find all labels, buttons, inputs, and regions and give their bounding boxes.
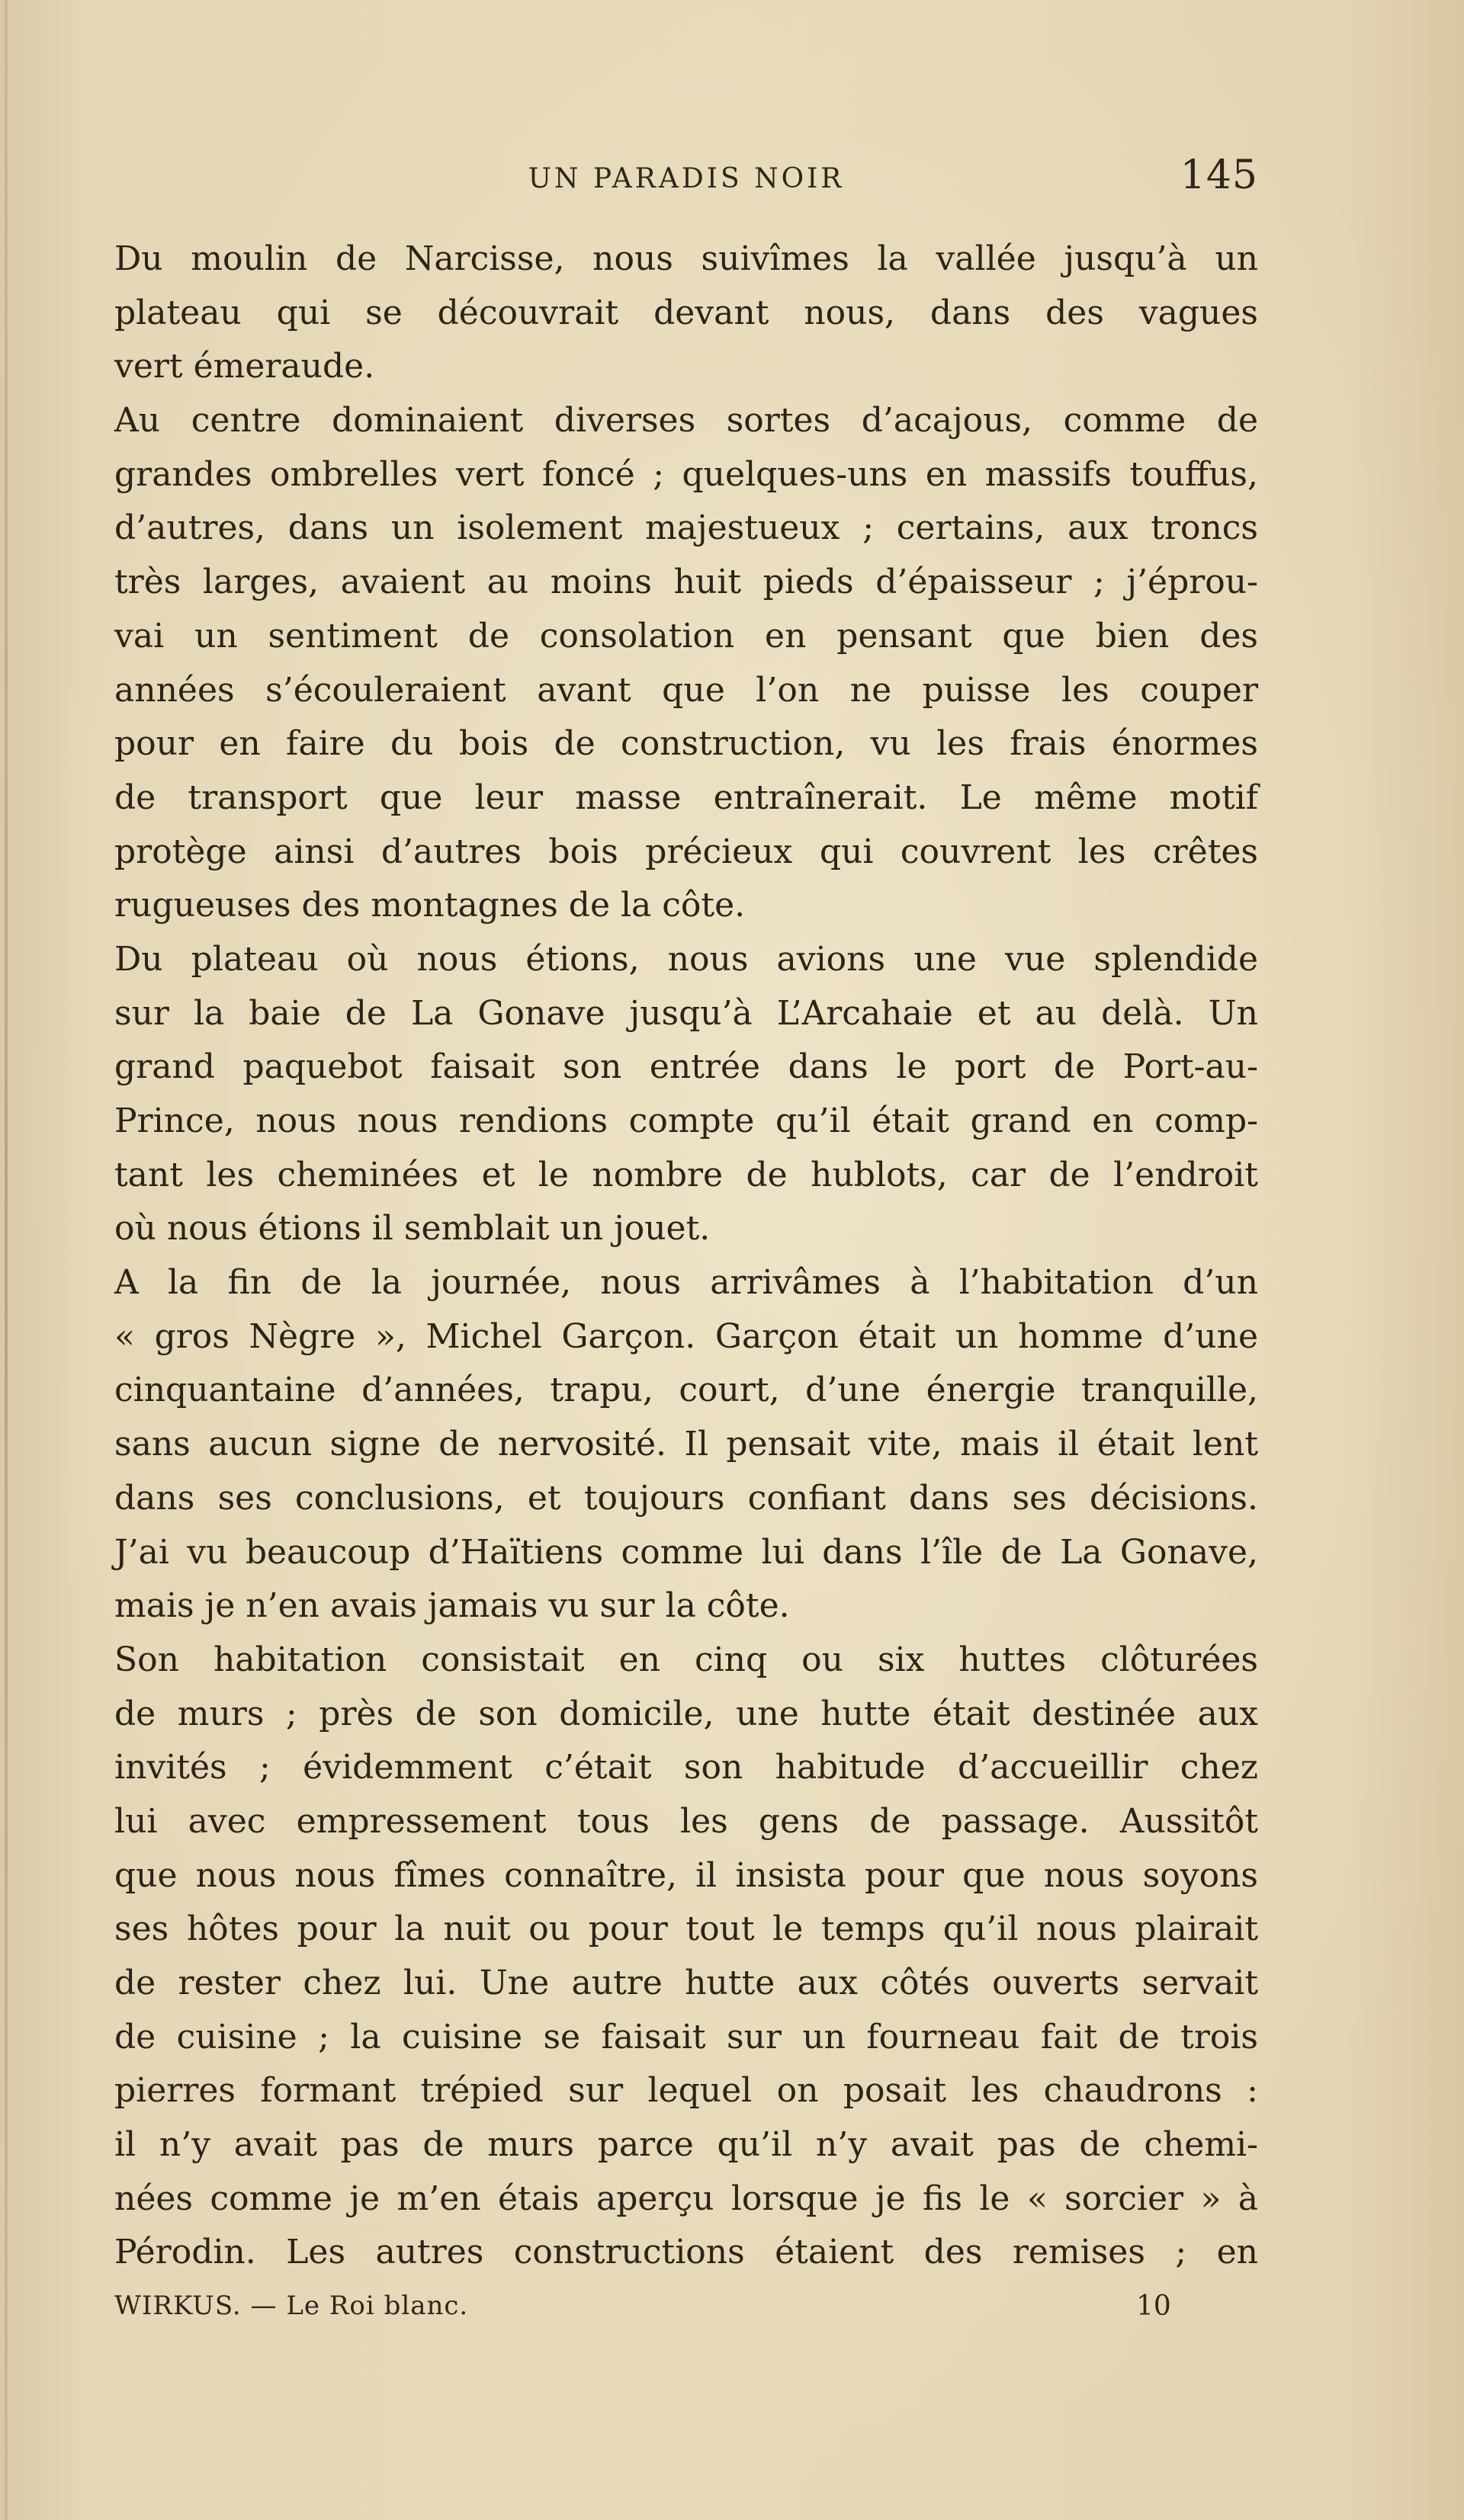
text-line: sans aucun signe de nervosité. Il pensait vite, mais il était lent bbox=[114, 1425, 1258, 1464]
text-line: très larges, avaient au moins huit pieds d’épaisseur ; j’éprou- bbox=[114, 563, 1258, 602]
text-line: A la fin de la journée, nous arrivâmes à l’habitation d’un bbox=[114, 1263, 1258, 1303]
text-line: J’ai vu beaucoup d’Haïtiens comme lui dans l’île de La Gonave, bbox=[114, 1532, 1258, 1572]
signature-line: WIRKUS. — Le Roi blanc. bbox=[114, 2291, 469, 2321]
text-line: plateau qui se découvrait devant nous, dans des vagues bbox=[114, 293, 1258, 332]
text-line: vert émeraude. bbox=[114, 347, 375, 386]
text-line: que nous nous fîmes connaître, il insista pour que nous soyons bbox=[114, 1855, 1258, 1895]
text-line: Son habitation consistait en cinq ou six huttes clôturées bbox=[114, 1640, 1258, 1679]
text-line: grandes ombrelles vert foncé ; quelques-uns en massifs touffus, bbox=[114, 454, 1258, 494]
text-line: rugueuses des montagnes de la côte. bbox=[114, 886, 746, 925]
text-line: pierres formant trépied sur lequel on posait les chaudrons : bbox=[114, 2071, 1258, 2111]
text-line: pour en faire du bois de construction, vu les frais énormes bbox=[114, 724, 1258, 764]
text-line: où nous étions il semblait un jouet. bbox=[114, 1209, 711, 1249]
running-head bbox=[114, 152, 1258, 206]
text-line: grand paquebot faisait son entrée dans le port de Port-au- bbox=[114, 1047, 1258, 1087]
signature-mark: 10 bbox=[1136, 2291, 1171, 2322]
text-line: Du moulin de Narcisse, nous suivîmes la vallée jusqu’à un bbox=[114, 239, 1258, 278]
text-line: Prince, nous nous rendions compte qu’il était grand en comp- bbox=[114, 1101, 1258, 1140]
text-line: de murs ; près de son domicile, une hutte était destinée aux bbox=[114, 1694, 1258, 1733]
text-line: de transport que leur masse entraînerait. Le même motif bbox=[114, 777, 1258, 817]
body-text bbox=[114, 232, 1258, 2280]
text-line: sur la baie de La Gonave jusqu’à L’Arcahaie et au delà. Un bbox=[114, 993, 1258, 1033]
text-line: il n’y avait pas de murs parce qu’il n’y avait pas de chemi- bbox=[114, 2125, 1258, 2165]
text-line: « gros Nègre », Michel Garçon. Garçon était un homme d’une bbox=[114, 1316, 1258, 1356]
text-line: invités ; évidemment c’était son habitude d’accueillir chez bbox=[114, 1748, 1258, 1787]
text-line: Pérodin. Les autres constructions étaient des remises ; en bbox=[114, 2233, 1258, 2272]
text-line: Du plateau où nous étions, nous avions une vue splendide bbox=[114, 939, 1258, 979]
text-line: protège ainsi d’autres bois précieux qui couvrent les crêtes bbox=[114, 832, 1258, 871]
text-line: nées comme je m’en étais aperçu lorsque je fis le « sorcier » à bbox=[114, 2179, 1258, 2218]
page-number: 145 bbox=[1180, 152, 1258, 198]
text-line: d’autres, dans un isolement majestueux ; certains, aux troncs bbox=[114, 508, 1258, 548]
running-title: UN PARADIS NOIR bbox=[528, 163, 845, 194]
text-line: années s’écouleraient avant que l’on ne puisse les couper bbox=[114, 670, 1258, 710]
text-line: tant les cheminées et le nombre de hublots, car de l’endroit bbox=[114, 1155, 1258, 1194]
text-line: cinquantaine d’années, trapu, court, d’une énergie tranquille, bbox=[114, 1371, 1258, 1410]
text-line: dans ses conclusions, et toujours confiant dans ses décisions. bbox=[114, 1478, 1258, 1518]
page-gutter bbox=[5, 0, 8, 2520]
text-line: vai un sentiment de consolation en pensant que bien des bbox=[114, 616, 1258, 656]
text-line: de cuisine ; la cuisine se faisait sur un fourneau fait de trois bbox=[114, 2017, 1258, 2057]
text-line: de rester chez lui. Une autre hutte aux côtés ouverts servait bbox=[114, 1964, 1258, 2002]
page-footer bbox=[114, 2291, 1258, 2336]
text-line: mais je n’en avais jamais vu sur la côte. bbox=[114, 1586, 790, 1626]
text-line: ses hôtes pour la nuit ou pour tout le temps qu’il nous plairait bbox=[114, 1909, 1258, 1949]
text-line: lui avec empressement tous les gens de passage. Aussitôt bbox=[114, 1801, 1258, 1841]
text-line: Au centre dominaient diverses sortes d’acajous, comme de bbox=[114, 401, 1258, 441]
